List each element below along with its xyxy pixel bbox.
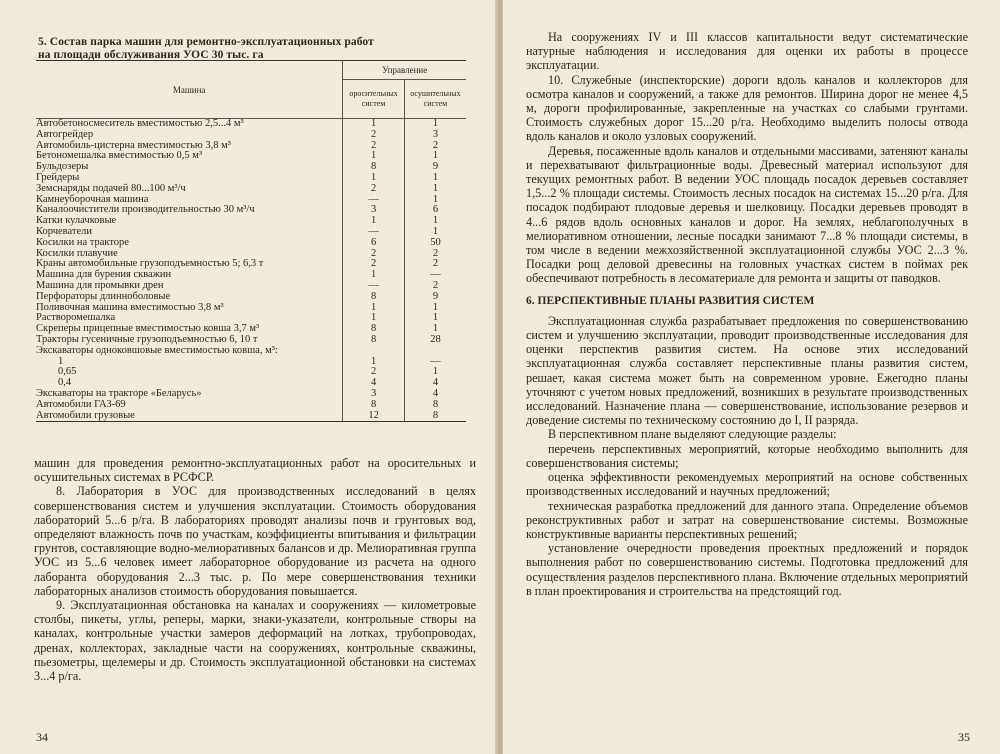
drainage-count: 1	[404, 173, 466, 184]
drainage-count: 8	[404, 411, 466, 422]
irrigation-count: 1	[343, 313, 405, 324]
drainage-count: —	[404, 357, 466, 368]
drainage-count	[404, 346, 466, 357]
machine-name: 0,4	[58, 377, 72, 389]
table-row	[36, 400, 466, 411]
machine-name: Тракторы гусеничные грузоподъемностью 6, 10 т	[36, 333, 258, 345]
irrigation-count: 2	[343, 249, 405, 260]
drainage-count: 1	[404, 216, 466, 227]
irrigation-count: 4	[343, 378, 405, 389]
table-row	[36, 151, 466, 162]
drainage-count: —	[404, 270, 466, 281]
drainage-count: 1	[404, 367, 466, 378]
drainage-count: 2	[404, 141, 466, 152]
machine-name: Экскаваторы на тракторе «Беларусь»	[36, 387, 202, 399]
machine-name: Машина для бурения скважин	[36, 269, 172, 281]
machine-name: Машина для промывки дрен	[36, 279, 164, 291]
irrigation-count: 1	[343, 357, 405, 368]
table-row	[36, 292, 466, 303]
header-irrigation	[343, 80, 405, 119]
table-title-line-1: 5. Состав парка машин для ремонтно-эксплуатационных работ	[38, 36, 374, 48]
irrigation-count	[343, 346, 405, 357]
table-row	[36, 162, 466, 173]
drainage-count: 2	[404, 259, 466, 270]
machine-name: Каналоочистители производительностью 30 м³/ч	[36, 204, 255, 216]
drainage-count: 1	[404, 184, 466, 195]
irrigation-count: 8	[343, 400, 405, 411]
irrigation-count: 1	[343, 119, 405, 130]
machine-name: Земснаряды подачей 80...100 м³/ч	[36, 182, 186, 194]
list-item: техническая разработка предложений для данного этапа. Определение объемов реконструктивных работ и затрат на совершенствование системы. Возможные конструктивные варианты перспективных решений;	[526, 498, 968, 541]
irrigation-count: 1	[343, 173, 405, 184]
irrigation-count: 2	[343, 130, 405, 141]
machine-name: Автомобили ГАЗ-69	[36, 398, 126, 410]
machine-name: Краны автомобильные грузоподъемностью 5; 6,3 т	[36, 258, 264, 270]
list-item: перечень перспективных мероприятий, которые необходимо выполнить для совершенствования системы;	[526, 441, 968, 470]
drainage-count: 1	[404, 324, 466, 335]
drainage-count: 9	[404, 162, 466, 173]
drainage-count: 4	[404, 389, 466, 400]
machine-name: Автомобиль-цистерна вместимостью 3,8 м³	[36, 139, 231, 151]
irrigation-count: 1	[343, 303, 405, 314]
machine-name: Камнеуборочная машина	[36, 193, 149, 205]
header-machine: Машина	[36, 61, 343, 119]
irrigation-count: 2	[343, 259, 405, 270]
paragraph-item-10: 10. Служебные (инспекторские) дороги вдоль каналов и коллекторов для осмотра каналов и сооружений, а также для ремонтов. Ширина дорог не менее 4,5 м, дороги профилированные, закрепленные на участках со слабыми грунтами. Стоимость служебных дорог 15...20 р/га. Необходимо выделить полосы отвода вдоль каналов и около узловых сооружений.	[526, 72, 968, 144]
section-heading: 6. ПЕРСПЕКТИВНЫЕ ПЛАНЫ РАЗВИТИЯ СИСТЕМ	[526, 294, 815, 307]
paragraph-classes: На сооружениях IV и III классов капитальности ведут систематические натурные наблюдения и исследования для оценки их работы в процессе эксплуатации.	[526, 30, 968, 73]
machine-name: 0,65	[58, 366, 77, 378]
table-row	[36, 216, 466, 227]
list-item: оценка эффективности рекомендуемых мероприятий на основе собственных производственных исследований и научных предложений;	[526, 470, 968, 499]
drainage-count: 4	[404, 378, 466, 389]
machine-name: Косилки на тракторе	[36, 236, 129, 248]
irrigation-count: 8	[343, 335, 405, 346]
table-row	[36, 411, 466, 422]
table-row	[36, 357, 466, 368]
page-number-right: 35	[958, 730, 970, 744]
drainage-count: 28	[404, 335, 466, 346]
irrigation-count: 1	[343, 216, 405, 227]
drainage-count: 50	[404, 238, 466, 249]
table-row	[36, 184, 466, 195]
table-title	[38, 36, 378, 62]
drainage-count: 8	[404, 400, 466, 411]
irrigation-count: 12	[343, 411, 405, 422]
machine-name: Автомобили грузовые	[36, 411, 343, 422]
table-row	[36, 346, 466, 357]
drainage-count: 1	[404, 303, 466, 314]
machine-name: Автогрейдер	[36, 128, 94, 140]
page-number-left: 34	[36, 730, 48, 744]
header-drainage	[404, 80, 466, 119]
machine-name: Бетономешалка вместимостью 0,5 м³	[36, 150, 203, 162]
irrigation-count: —	[343, 281, 405, 292]
paragraph-sections-intro: В перспективном плане выделяют следующие разделы:	[548, 427, 837, 442]
irrigation-count: —	[343, 227, 405, 238]
machine-name: Бульдозеры	[36, 161, 89, 173]
left-page	[0, 0, 497, 754]
drainage-count: 1	[404, 151, 466, 162]
table-body	[36, 119, 466, 422]
header-irrigation-text: оросительных систем	[349, 89, 398, 108]
paragraph-continuation: машин для проведения ремонтно-эксплуатационных работ на оросительных и осушительных системах в РСФСР.	[34, 456, 476, 485]
irrigation-count: 8	[343, 324, 405, 335]
irrigation-count: 3	[343, 205, 405, 216]
machine-name: Автобетоносмеситель вместимостью 2,5...4 м³	[36, 118, 244, 129]
machine-fleet-table	[36, 60, 466, 422]
drainage-count: 2	[404, 281, 466, 292]
irrigation-count: 8	[343, 162, 405, 173]
machine-name: Растворомешалка	[36, 312, 116, 324]
machine-name: Перфораторы длинноболовые	[36, 290, 171, 302]
header-drainage-text: осушительных систем	[410, 89, 461, 108]
drainage-count: 9	[404, 292, 466, 303]
drainage-count: 1	[404, 195, 466, 206]
drainage-count: 1	[404, 119, 466, 130]
drainage-count: 2	[404, 249, 466, 260]
irrigation-count: 2	[343, 141, 405, 152]
machine-name: Грейдеры	[36, 171, 80, 183]
irrigation-count: 8	[343, 292, 405, 303]
machine-name: Косилки плавучие	[36, 247, 118, 259]
left-text	[34, 456, 476, 683]
machine-name: Скреперы прицепные вместимостью ковша 3,7 м³	[36, 323, 260, 335]
drainage-count: 3	[404, 130, 466, 141]
header-management: Управление	[343, 61, 466, 80]
paragraph-plans: Эксплуатационная служба разрабатывает предложения по совершенствованию систем и улучшению эксплуатации, проводит производственные исследования для оценки перспектив развития систем. На основе этих исследований эксплуатационная служба составляет перспективные планы развития систем, решает, какая система может быть на современном уровне. Ежегодно планы уточняют с учетом новых предложений, возникших в результате производственных исследований. Назначение плана — совершенствование, использование резервов и доведение системы по техническому состоянию до I, II разряда.	[526, 313, 968, 428]
table-row	[36, 238, 466, 249]
list-item: установление очередности проведения проектных предложений и порядок выполнения работ по совершенствованию системы. Подготовка предложений для осуществления разделов перспективного плана. Включение отдельных мероприятий в план проектирования и строительства на предстоящий год.	[526, 541, 968, 598]
irrigation-count: 2	[343, 367, 405, 378]
table-row	[36, 367, 466, 378]
table-title-line-2: на площади обслуживания УОС 30 тыс. га	[38, 49, 264, 61]
drainage-count: 6	[404, 205, 466, 216]
right-text	[526, 30, 968, 598]
drainage-count: 1	[404, 227, 466, 238]
machine-name: Корчеватели	[36, 225, 92, 237]
irrigation-count: 1	[343, 270, 405, 281]
irrigation-count: 3	[343, 389, 405, 400]
table-row	[36, 119, 466, 130]
paragraph-item-9: 9. Эксплуатационная обстановка на каналах и сооружениях — километровые столбы, пикеты, углы, реперы, марки, знаки-указатели, контрольные створы на каналах, контрольные участки замеров деформаций на лотках, трубопроводах, дренах, коллекторах, закладные части на сооружениях, контрольные скважины, пьезометры, щелемеры и др. Стоимость эксплуатационной обстановки на системах 3...4 р/га.	[34, 598, 476, 684]
machine-name: Экскаваторы одноковшовые вместимостью ковша, м³:	[36, 344, 278, 356]
irrigation-count: 2	[343, 184, 405, 195]
irrigation-count: 6	[343, 238, 405, 249]
table-row	[36, 130, 466, 141]
machine-name: 1	[58, 355, 64, 367]
drainage-count: 1	[404, 313, 466, 324]
machine-name: Катки кулачковые	[36, 215, 117, 227]
machine-name: Поливочная машина вместимостью 3,8 м³	[36, 301, 224, 313]
irrigation-count: 1	[343, 151, 405, 162]
paragraph-trees: Деревья, посаженные вдоль каналов и отдельными массивами, затеняют каналы и перехватывают фильтрационные воды. Древесный материал используют для текущих ремонтных работ. В ведении УОС площадь посадок деревьев составляет 1,5...2 % площади системы. Стоимость лесных посадок на системах 15...20 р/га. Для посадок подбирают плодовые деревья и шелковицу. Посадки деревьев проводят в 4...6 рядов вдоль основных каналов и дорог. На землях, неблагополучных в мелиоративном отношении, лесные посадки занимают 7...8 % площади системы, в том числе в ведении межхозяйственной эксплуатационной службы УОС 2...3 %. Посадки рощ деловой древесины на головных участках систем в поймах рек обеспечивают потребность в лесоматериале для ремонта и защиты от паводков.	[526, 143, 968, 286]
irrigation-count: —	[343, 195, 405, 206]
paragraph-item-8: 8. Лаборатория в УОС для производственных исследований в целях совершенствования систем и улучшения эксплуатации. Стоимость оборудования лабораторий 5...6 р/га. В лабораториях проводят анализы почв и грунтовых вод, определяют влажность почв по участкам, коэффициенты впитывания и фильтрации грунтов, составляющие водно-мелиоративных балансов и др. Мелиоративная группа УОС из 5...6 человек имеет лабораторное оборудование из расчета на одного лаборанта оборудования 2...3 тыс. р. По мере совершенствования техники лабораторных анализов стоимость оборудования повышается.	[34, 484, 476, 598]
